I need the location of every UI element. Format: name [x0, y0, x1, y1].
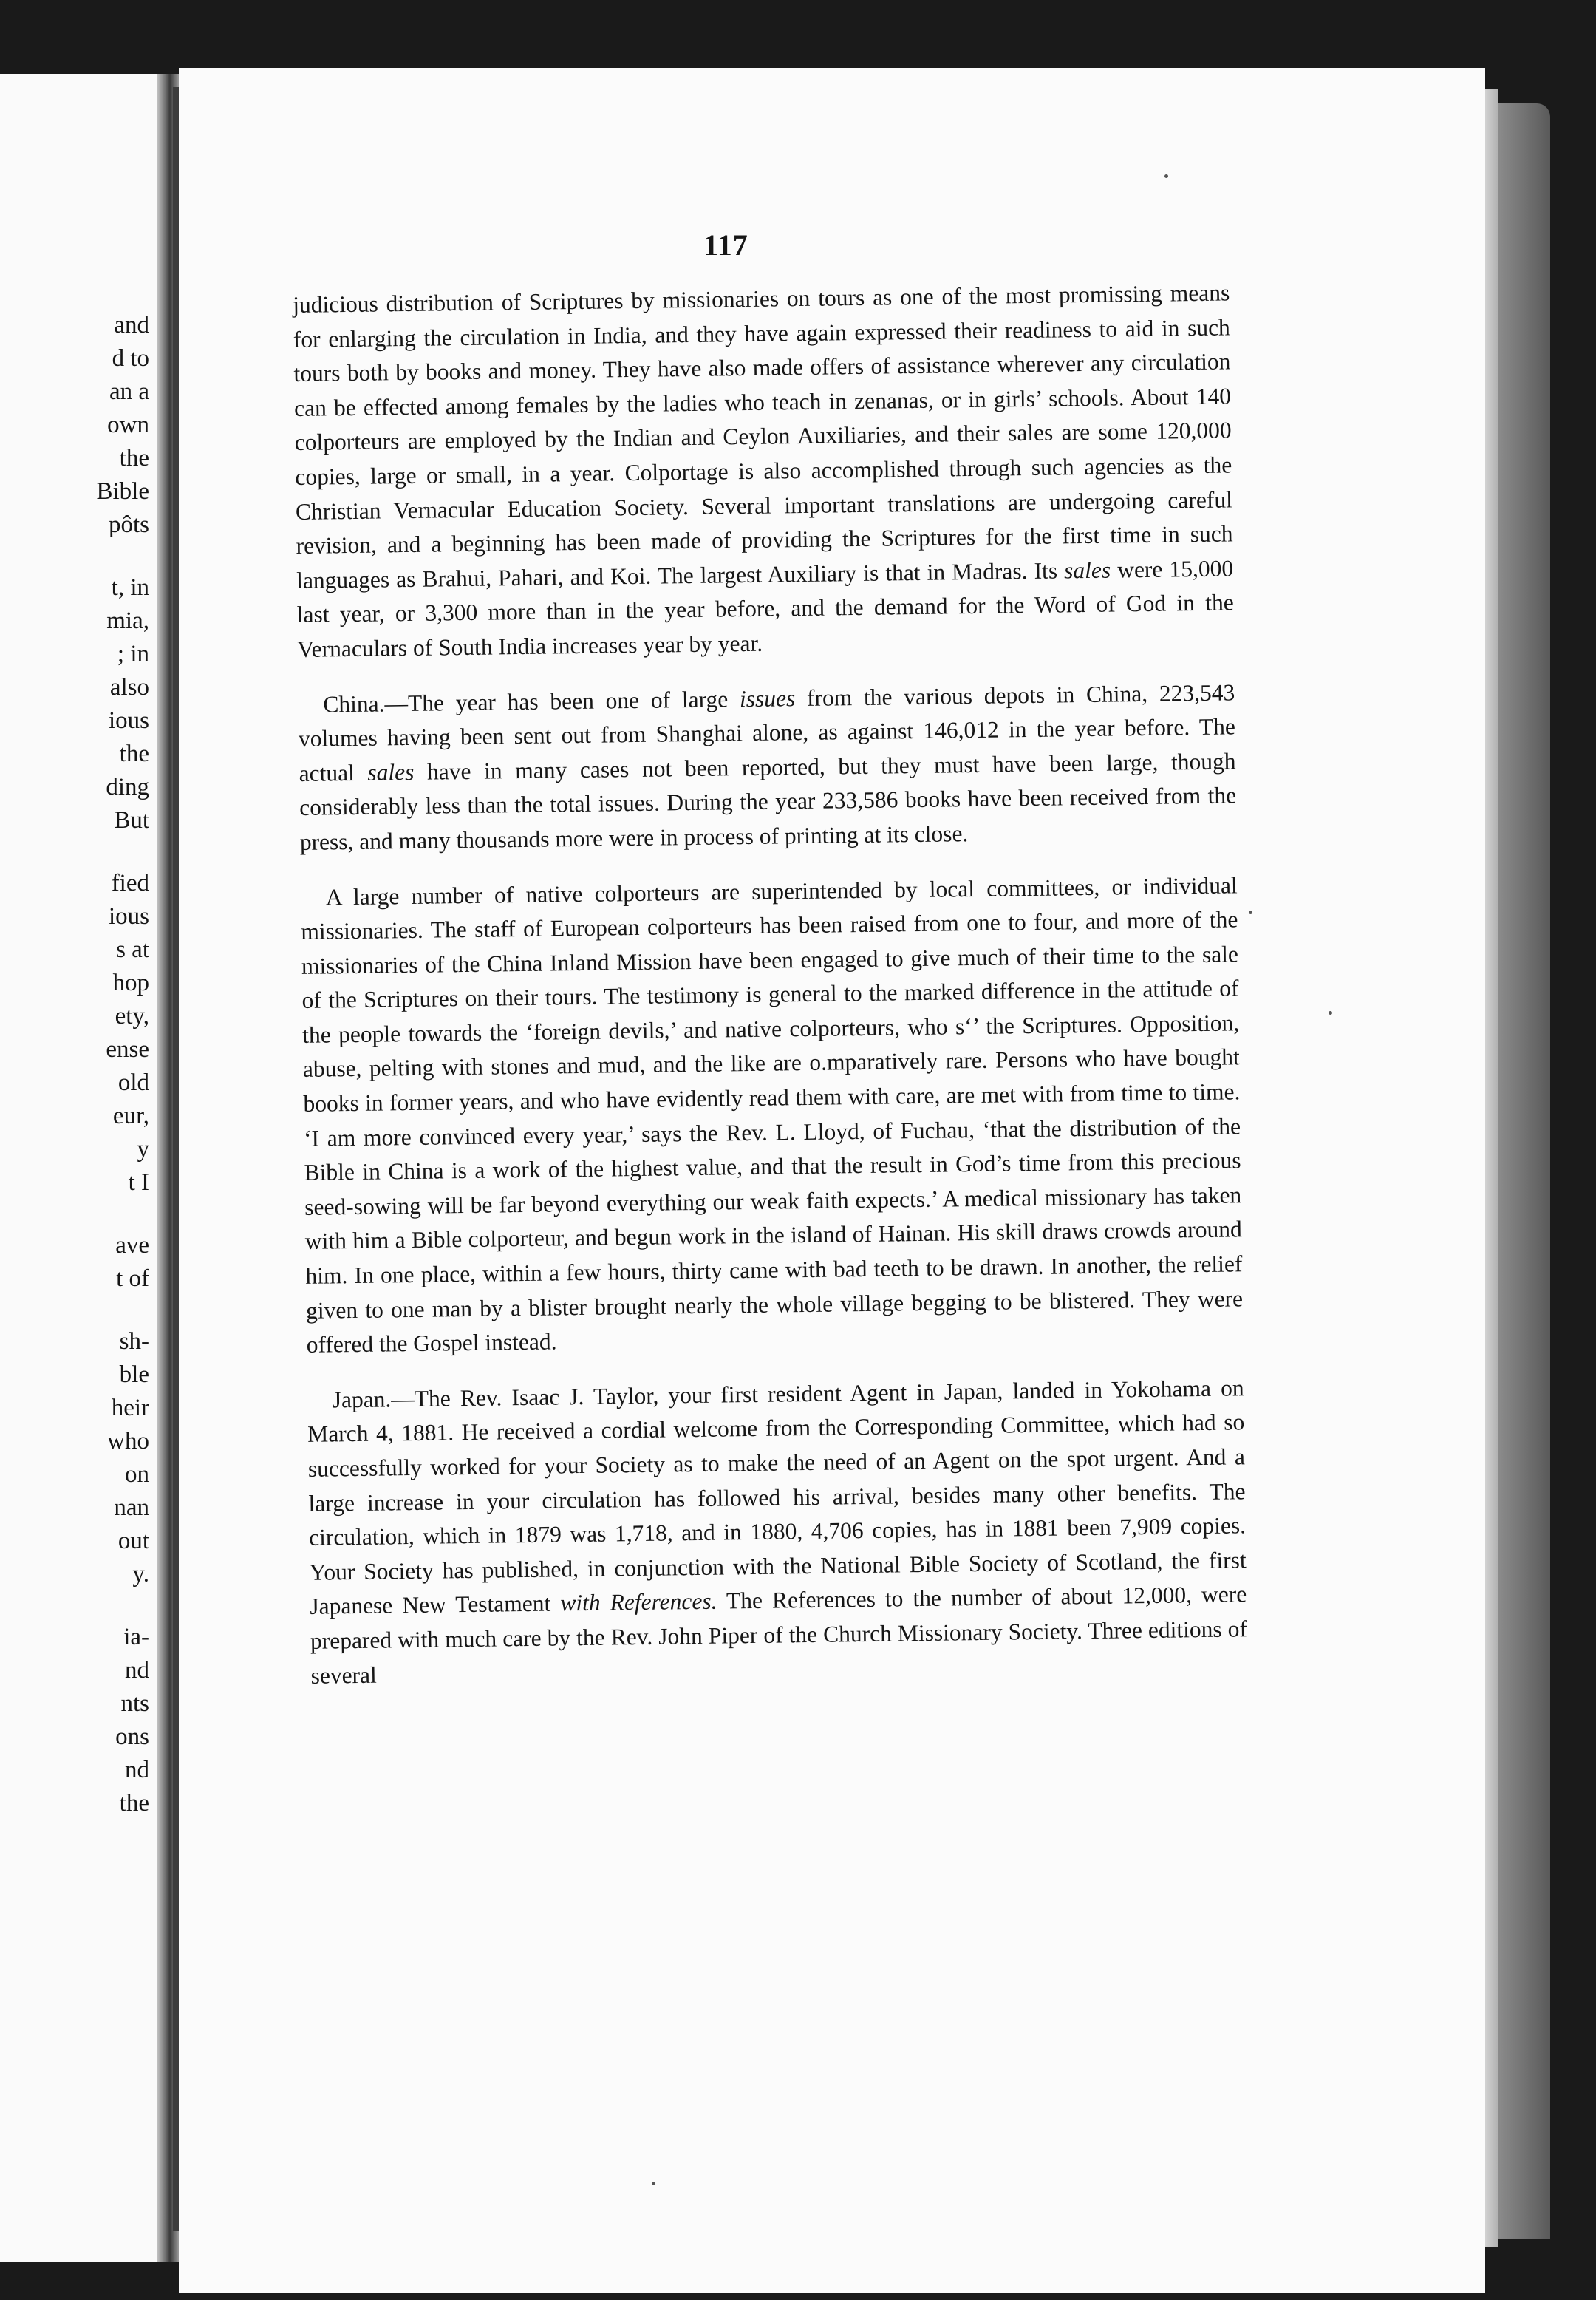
left-page-fragment: hop: [112, 970, 149, 996]
left-page-fragment: out: [117, 1528, 149, 1554]
left-page-fragment: pôts: [108, 511, 149, 538]
italic-phrase: sales: [367, 758, 415, 786]
left-page-fragment: nan: [114, 1494, 149, 1521]
body-paragraph: [307, 1371, 1247, 1693]
body-paragraph: [298, 676, 1237, 860]
left-page-fragment: ons: [115, 1724, 149, 1750]
gutter-shadow-line: [173, 87, 179, 2231]
paper-speck: [1164, 174, 1168, 178]
left-page-fragment: heir: [111, 1395, 149, 1421]
left-page-fragment: d to: [112, 345, 149, 372]
left-page-fragment: t of: [116, 1265, 149, 1292]
text-run: were 15,000 last year, or 3,300 more than in the year before, and the demand for the Word of God in the Vernaculars of South India increases year by year.: [296, 555, 1234, 662]
page-body-text: [293, 276, 1248, 1714]
paper-speck: [1249, 911, 1252, 914]
left-page-fragment: old: [117, 1069, 149, 1096]
left-page-fragment: y: [137, 1136, 149, 1163]
left-page-fragment: fied: [111, 870, 149, 896]
paper-speck: [652, 2182, 655, 2185]
left-page-fragment: who: [107, 1428, 149, 1454]
page-number: 117: [703, 228, 748, 262]
text-run: A large number of native colporteurs are superintended by local committees, or individual missionaries. The staff of European colporteurs has been raised from one to four, and more of the missionaries of the China Inland Mission have been engaged to give much of their time to the sale of the Scriptures on their tours. The testimony is general to the marked difference in the attitude of the people towards the ‘foreign devils,’ and native colporteurs, who s‘’ the Scriptures. Opposition, abuse, pelting with stones and mud, and the like are o.mparatively rare. Persons who have bought books in former years, and who have evidently read them with care, are met with from time to time. ‘I am more convinced every year,’ says the Rev. L. Lloyd, of Fuchau, ‘that the distribution of the Bible in China is a work of the highest value, and that the result in God’s time from this precious seed-sowing will be far beyond everything our weak faith expects.’ A medical missionary has taken with him a Bible colporteur, and begun work in the island of Hainan. His skill draws crowds around him. In one place, within a few hours, thirty came with bad teeth to be drawn. In another, the relief given to one man by a blister brought nearly the whole village begging to be blistered. They were offered the Gospel instead.: [301, 871, 1244, 1358]
left-page-fragment: the: [119, 741, 149, 767]
left-page-fragment: ense: [106, 1036, 149, 1063]
italic-phrase: with References.: [560, 1588, 717, 1616]
left-page-fragment: ave: [115, 1232, 149, 1259]
body-paragraph: [300, 868, 1243, 1363]
text-run: have in many cases not been reported, but they must have been large, though considerably less than the total issues. During the year 233,586 books have been received from the press, and many thousands more were in process of printing at its close.: [299, 748, 1237, 855]
left-page-fragment: and: [114, 312, 149, 338]
left-page-fragment: mia,: [106, 608, 149, 634]
text-run: from the various depots in China, 223,543 volumes having been sent out from Shanghai alone, as against 146,012 in the year before. The actual: [298, 678, 1236, 786]
left-page-fragment: ety,: [115, 1003, 149, 1030]
left-page-fragment: t, in: [111, 574, 149, 601]
left-page-fragment: nd: [125, 1757, 149, 1783]
left-page-fragment: ious: [108, 903, 149, 930]
italic-phrase: sales: [1063, 557, 1111, 584]
left-page-fragment: y.: [132, 1561, 149, 1588]
paper-speck: [1329, 1011, 1332, 1015]
text-run: judicious distribution of Scriptures by missionaries on tours as one of the most promissing means for enlarging the circulation in India, and they have again expressed their readiness to aid in such tours both by books and money. They have also made offers of assistance wherever any circulation can be effected among females by the ladies who teach in zenanas, or in girls’ schools. About 140 colporteurs are employed by the Indian and Ceylon Auxiliaries, and their sales are some 120,000 copies, large or small, in a year. Colportage is also accomplished through such agencies as the Christian Vernacular Education Society. Several important translations are undergoing careful revision, and a beginning has been made of providing the Scriptures for the first time in such languages as Brahui, Pahari, and Koi. The largest Auxiliary is that in Madras. Its: [293, 279, 1233, 593]
left-page-fragment: ble: [119, 1361, 149, 1388]
body-paragraph: [293, 276, 1235, 667]
left-page-fragment: But: [114, 807, 149, 834]
left-page-fragment: ding: [106, 774, 149, 800]
text-run: Japan.—The Rev. Isaac J. Taylor, your first resident Agent in Japan, landed in Yokohama on March 4, 1881. He received a cordial welcome from the Corresponding Committee, which had so successfully worked for your Society as to make the need of an Agent on the spot urgent. And a large increase in your circulation has followed his arrival, besides many other benefits. The circulation, which in 1879 was 1,718, and in 1880, 4,706 copies, has in 1881 been 7,909 copies. Your Society has published, in conjunction with the National Bible Society of Scotland, the first Japanese New Testament: [307, 1375, 1247, 1620]
left-page-fragment: eur,: [112, 1103, 149, 1129]
left-page-fragment: own: [107, 412, 149, 438]
left-page-fragment: the: [119, 445, 149, 472]
left-page-fragment: Bible: [96, 478, 149, 505]
left-page-fragment: ; in: [117, 641, 149, 667]
left-page-fragment: ious: [108, 707, 149, 734]
text-run: The References to the number of about 12,000, were prepared with much care by the Rev. John Piper of the Church Missionary Society. Three editions of several: [310, 1581, 1248, 1689]
left-page-fragment: nts: [120, 1690, 149, 1717]
facing-page-left: [0, 74, 157, 2262]
left-page-fragment: nd: [125, 1657, 149, 1684]
left-page-fragment: on: [125, 1461, 149, 1488]
italic-phrase: issues: [739, 684, 796, 712]
left-page-fragment: the: [119, 1790, 149, 1817]
left-page-fragment: sh-: [119, 1328, 149, 1355]
left-page-fragment: s at: [116, 936, 149, 963]
text-run: China.—The year has been one of large: [323, 685, 740, 718]
left-page-fragment: an a: [109, 378, 149, 405]
left-page-fragment: t I: [128, 1169, 149, 1196]
left-page-fragment: ia-: [123, 1624, 149, 1650]
left-page-fragment: also: [109, 674, 149, 701]
